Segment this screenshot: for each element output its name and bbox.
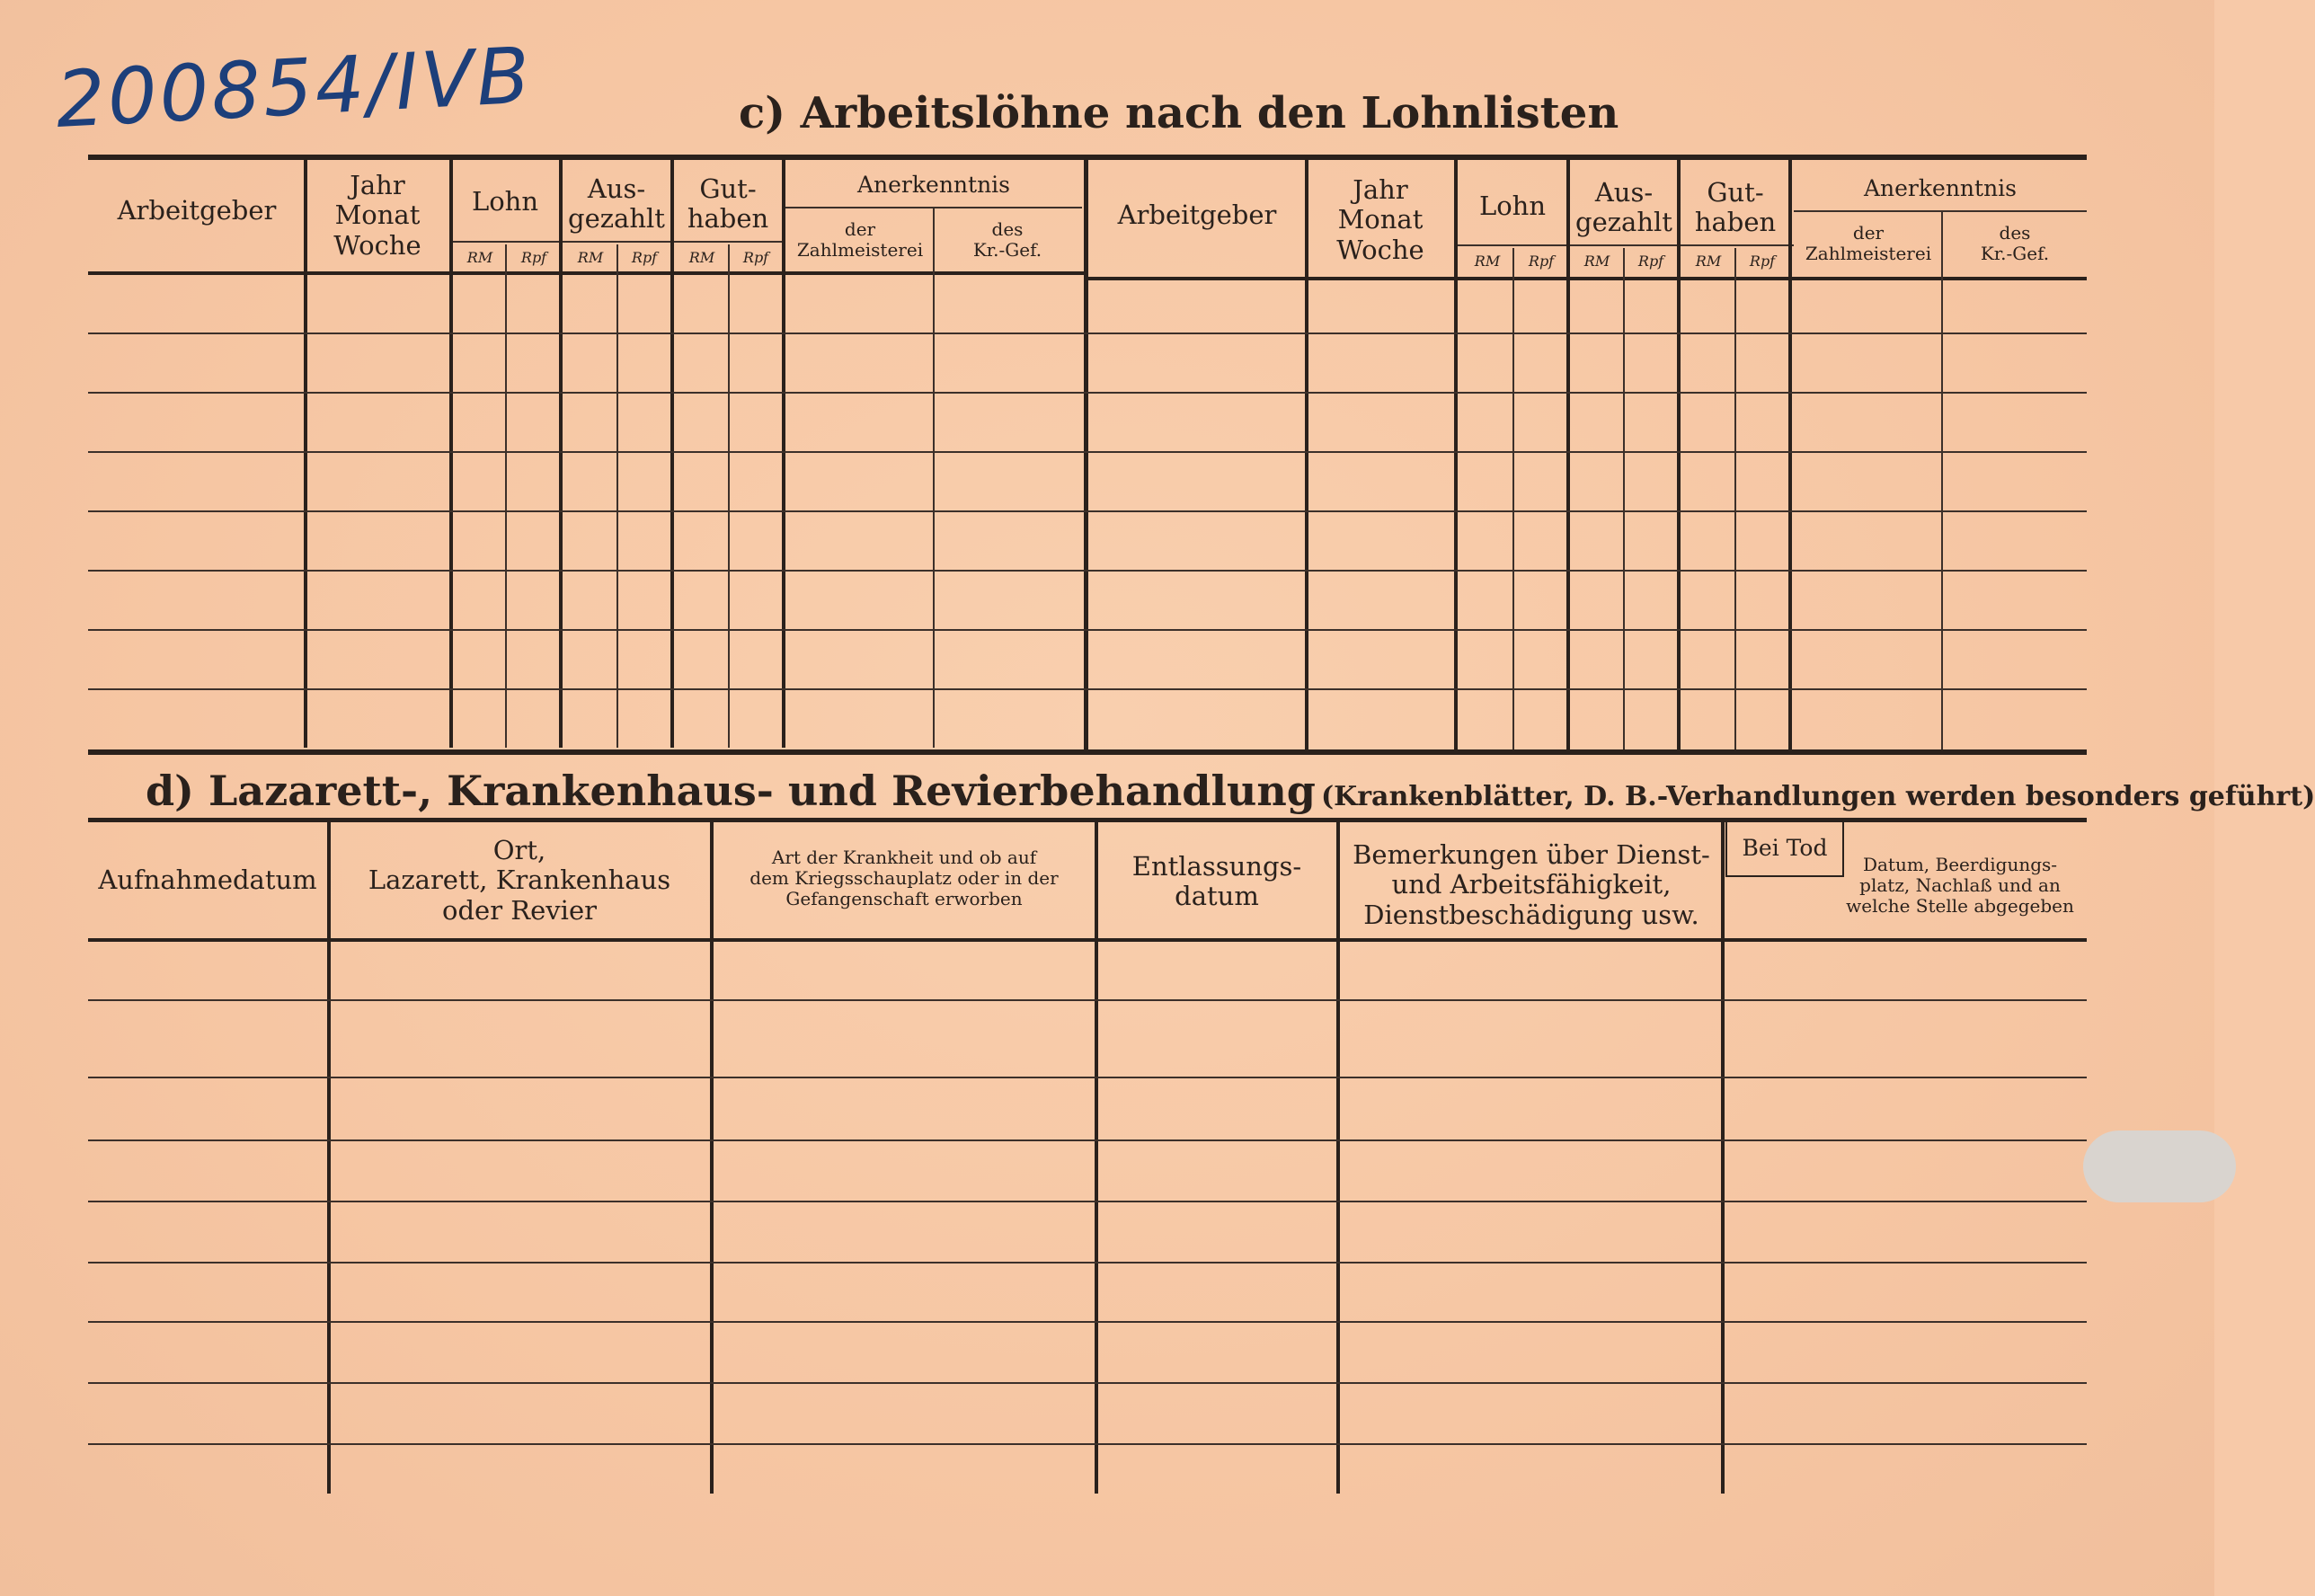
header-des-krgef-right: des Kr.-Gef.: [1980, 222, 2050, 264]
rpf-label: Rpf: [520, 248, 547, 266]
handwritten-reference: 200854/IVB: [53, 31, 535, 146]
header-entlassungsdatum: Entlassungs- datum: [1131, 850, 1302, 911]
table-row-line: [88, 451, 2087, 453]
header-ort: Ort, Lazarett, Krankenhaus oder Revier: [368, 834, 671, 926]
header-art-der-krankheit: Art der Krankheit und ob auf dem Kriegsschauplatz oder in der Gefangenschaft erworben: [749, 846, 1059, 909]
header-bei-tod: Bei Tod: [1725, 821, 1844, 877]
column-divider-thin: [1512, 248, 1514, 751]
anerkenntnis-divider-right: [1794, 210, 2087, 212]
rpf-label: Rpf: [1749, 252, 1776, 270]
header-datum-beerdigung: Datum, Beerdigungs- platz, Nachlaß und an welche Stelle abgegeben: [1846, 853, 2074, 917]
section-d-title-main: d) Lazarett-, Krankenhaus- und Revierbehandlung: [146, 767, 1316, 815]
column-divider: [1336, 818, 1340, 1494]
table-row-line: [88, 1382, 2087, 1384]
header-des-krgef-left: des Kr.-Gef.: [972, 218, 1042, 261]
column-divider: [1566, 155, 1570, 751]
rm-label: RM: [1474, 252, 1501, 270]
table-row-line: [88, 392, 2087, 394]
section-d-title: [146, 767, 2315, 815]
table-row-line: [88, 629, 2087, 631]
header-anerkenntnis-right: Anerkenntnis: [1863, 174, 2018, 201]
section-c-header-rule-left: [88, 271, 1086, 275]
header-arbeitgeber-left: Arbeitgeber: [117, 195, 277, 226]
header-jahr-monat-woche-right: Jahr Monat Woche: [1336, 173, 1424, 265]
table-row-line: [88, 1139, 2087, 1141]
section-d-subtitle: (Krankenblätter, D. B.-Verhandlungen werden besonders geführt): [1320, 781, 2315, 812]
header-lohn-right: Lohn: [1478, 191, 1547, 222]
section-d-header-bottom-rule: [88, 938, 2087, 942]
table-row-line: [88, 570, 2087, 572]
table-row-line: [88, 1262, 2087, 1264]
header-lohn-left: Lohn: [471, 186, 539, 217]
header-ausgezahlt-right: Aus- gezahlt: [1575, 176, 1672, 237]
column-divider-thin: [728, 244, 730, 748]
table-row-line: [88, 1077, 2087, 1078]
column-divider: [1721, 818, 1725, 1494]
currency-subheader-rule-left: [451, 241, 785, 243]
table-row-line: [88, 332, 2087, 334]
column-divider-thin: [1941, 212, 1943, 751]
table-row-line: [88, 999, 2087, 1001]
header-anerkenntnis-left: Anerkenntnis: [856, 171, 1011, 198]
rm-label: RM: [1583, 252, 1610, 270]
table-row-line: [88, 1321, 2087, 1323]
punch-hole: [2083, 1130, 2236, 1202]
column-divider: [1305, 155, 1308, 751]
column-divider-thin: [933, 208, 935, 748]
column-divider: [1454, 155, 1458, 751]
header-aufnahmedatum: Aufnahmedatum: [98, 864, 317, 896]
section-d-top-rule: [88, 749, 2087, 755]
rm-label: RM: [466, 248, 493, 266]
header-bemerkungen: Bemerkungen über Dienst- und Arbeitsfähigkeit, Dienstbeschädigung usw.: [1353, 838, 1710, 930]
column-divider-thin: [616, 244, 618, 748]
rm-label: RM: [577, 248, 604, 266]
table-row-line: [88, 1201, 2087, 1202]
rpf-label: Rpf: [631, 248, 658, 266]
rpf-label: Rpf: [1528, 252, 1555, 270]
rpf-label: Rpf: [1637, 252, 1664, 270]
table-row-line: [88, 510, 2087, 512]
column-divider: [1095, 818, 1098, 1494]
section-c-header-rule-right: [1086, 277, 2087, 280]
rm-label: RM: [1695, 252, 1722, 270]
column-divider-center: [1084, 155, 1088, 751]
column-divider: [327, 818, 331, 1494]
header-arbeitgeber-right: Arbeitgeber: [1117, 200, 1277, 231]
table-row-line: [88, 688, 2087, 690]
column-divider: [1677, 155, 1681, 751]
header-der-zahlmeisterei-left: der Zahlmeisterei: [796, 218, 924, 261]
column-divider: [1788, 155, 1792, 751]
column-divider-thin: [1734, 248, 1736, 751]
header-jahr-monat-woche-left: Jahr Monat Woche: [333, 169, 421, 261]
header-ausgezahlt-left: Aus- gezahlt: [568, 173, 665, 234]
header-guthaben-left: Gut- haben: [687, 173, 769, 234]
header-der-zahlmeisterei-right: der Zahlmeisterei: [1805, 222, 1932, 264]
section-c-title: c) Arbeitslöhne nach den Lohnlisten: [739, 88, 1619, 138]
column-divider-thin: [505, 244, 507, 748]
table-row-line: [88, 1443, 2087, 1445]
header-guthaben-right: Gut- haben: [1694, 176, 1777, 237]
currency-subheader-rule-right: [1458, 244, 1794, 246]
column-divider: [710, 818, 714, 1494]
rm-label: RM: [688, 248, 715, 266]
rpf-label: Rpf: [742, 248, 769, 266]
column-divider-thin: [1623, 248, 1625, 751]
